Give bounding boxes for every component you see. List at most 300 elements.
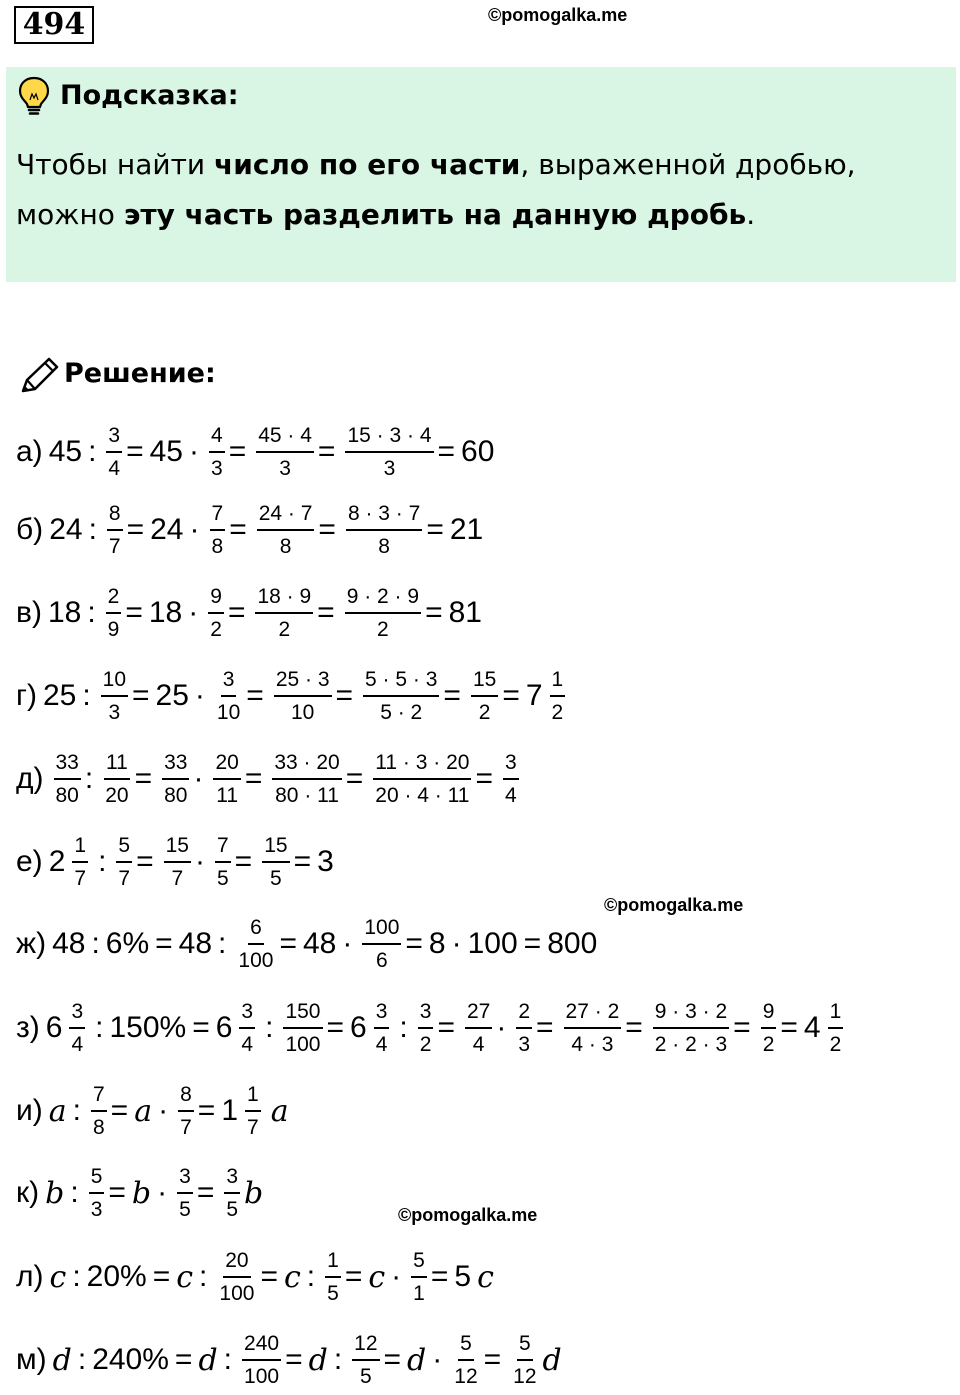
math-token: = bbox=[345, 762, 364, 795]
denominator: 4 · 3 bbox=[571, 1033, 614, 1056]
solution-line bbox=[16, 669, 575, 723]
line-label: е) bbox=[16, 845, 43, 878]
fraction bbox=[262, 835, 289, 889]
math-token: : bbox=[88, 513, 97, 546]
numerator: 33 · 20 bbox=[272, 752, 341, 780]
math-token: = bbox=[125, 596, 143, 629]
denominator: 2 bbox=[478, 701, 491, 724]
math-token: 3 bbox=[317, 845, 334, 878]
fraction bbox=[208, 586, 224, 640]
fraction bbox=[178, 1084, 194, 1138]
numerator: 15 bbox=[471, 669, 498, 697]
numerator: 3 bbox=[503, 752, 519, 780]
fraction bbox=[374, 1001, 390, 1055]
math-token: = bbox=[229, 513, 247, 546]
math-token: = bbox=[228, 435, 247, 468]
math-token: · bbox=[189, 435, 199, 468]
denominator: 4 bbox=[108, 457, 121, 480]
solution-line bbox=[16, 425, 500, 479]
fraction bbox=[256, 425, 314, 479]
math-token: · bbox=[342, 927, 353, 960]
numerator: 5 bbox=[116, 835, 132, 863]
math-token: · bbox=[496, 1011, 507, 1044]
variable: a bbox=[134, 1093, 153, 1129]
line-label: ж) bbox=[16, 927, 47, 960]
math-token: · bbox=[451, 927, 462, 960]
denominator: 4 bbox=[71, 1033, 84, 1056]
whole-part: 1 bbox=[221, 1094, 238, 1127]
denominator: 3 bbox=[90, 1198, 103, 1221]
hint-text: Чтобы найти число по его части, выраженной дробью, можно эту часть разделить на данную дробь. bbox=[16, 148, 856, 231]
math-token: 150% bbox=[109, 1011, 187, 1044]
fraction bbox=[116, 835, 132, 889]
numerator: 3 bbox=[177, 1166, 193, 1194]
math-token: = bbox=[523, 927, 542, 960]
numerator: 27 bbox=[465, 1001, 492, 1029]
fraction bbox=[245, 1084, 261, 1138]
math-token: = bbox=[293, 845, 312, 878]
fraction bbox=[164, 835, 191, 889]
math-token: : bbox=[84, 762, 94, 795]
fraction bbox=[224, 1166, 240, 1220]
denominator: 5 · 2 bbox=[380, 701, 423, 724]
mixed-number bbox=[350, 1001, 393, 1055]
mixed-number bbox=[221, 1084, 264, 1138]
denominator: 10 bbox=[216, 701, 241, 724]
numerator: 9 · 3 · 2 bbox=[653, 1001, 729, 1029]
variable: b bbox=[45, 1175, 65, 1211]
numerator: 3 bbox=[106, 425, 122, 453]
denominator: 2 bbox=[278, 618, 291, 641]
numerator: 6 bbox=[248, 917, 264, 945]
fraction bbox=[411, 1250, 427, 1304]
math-token: 25 bbox=[42, 679, 77, 712]
math-token: = bbox=[317, 596, 335, 629]
fraction bbox=[272, 752, 341, 806]
fraction bbox=[564, 1001, 622, 1055]
whole-part: 2 bbox=[48, 845, 66, 878]
numerator: 7 bbox=[210, 503, 226, 531]
fraction bbox=[345, 425, 433, 479]
solution-line bbox=[16, 1166, 269, 1220]
math-token: = bbox=[246, 679, 264, 712]
fraction bbox=[550, 669, 566, 723]
line-label: а) bbox=[16, 435, 43, 468]
fraction bbox=[511, 1333, 538, 1387]
math-token: 24 bbox=[150, 513, 184, 546]
math-token: 21 bbox=[449, 513, 484, 546]
solution-line bbox=[16, 752, 523, 806]
numerator: 1 bbox=[828, 1001, 844, 1029]
solution-line bbox=[16, 1001, 853, 1055]
math-token: : bbox=[70, 1176, 79, 1209]
numerator: 3 bbox=[418, 1001, 434, 1029]
denominator: 100 bbox=[244, 1365, 280, 1388]
math-token: = bbox=[425, 596, 443, 629]
fraction bbox=[452, 1333, 479, 1387]
math-token: = bbox=[625, 1011, 643, 1044]
fraction bbox=[516, 1001, 532, 1055]
fraction bbox=[209, 425, 225, 479]
solution-line bbox=[16, 586, 488, 640]
math-token: = bbox=[318, 513, 336, 546]
math-token: = bbox=[152, 1260, 171, 1293]
numerator: 240 bbox=[242, 1333, 281, 1361]
math-token: 6% bbox=[105, 927, 150, 960]
variable: c bbox=[477, 1259, 494, 1295]
whole-part: 6 bbox=[350, 1011, 367, 1044]
denominator: 7 bbox=[171, 867, 184, 890]
fraction bbox=[255, 586, 313, 640]
solution-line bbox=[16, 1333, 568, 1387]
math-token: · bbox=[193, 762, 204, 795]
fraction bbox=[257, 503, 315, 557]
whole-part: 6 bbox=[215, 1011, 233, 1044]
lightbulb-icon bbox=[18, 76, 50, 116]
math-token: = bbox=[108, 1176, 126, 1209]
fraction bbox=[761, 1001, 777, 1055]
line-label: к) bbox=[16, 1176, 40, 1209]
fraction bbox=[503, 752, 519, 806]
fraction bbox=[101, 669, 128, 723]
numerator: 45 · 4 bbox=[256, 425, 314, 453]
denominator: 10 bbox=[290, 701, 315, 724]
fraction bbox=[106, 425, 122, 479]
math-token: : bbox=[91, 927, 100, 960]
denominator: 2 bbox=[551, 701, 564, 724]
math-token: = bbox=[196, 1176, 215, 1209]
numerator: 33 bbox=[54, 752, 81, 780]
math-token: = bbox=[344, 1260, 363, 1293]
math-token: = bbox=[134, 762, 153, 795]
whole-part: 4 bbox=[803, 1011, 821, 1044]
line-label: з) bbox=[16, 1011, 40, 1044]
fraction bbox=[325, 1250, 341, 1304]
denominator: 2 bbox=[377, 618, 389, 641]
variable: d bbox=[542, 1342, 562, 1378]
line-label: м) bbox=[16, 1343, 47, 1376]
math-token: = bbox=[244, 762, 263, 795]
denominator: 3 bbox=[211, 457, 223, 480]
math-token: = bbox=[285, 1343, 303, 1376]
math-token: : bbox=[306, 1260, 316, 1293]
denominator: 3 bbox=[108, 701, 121, 724]
math-token: 45 bbox=[149, 435, 183, 468]
solution-line bbox=[16, 835, 340, 889]
denominator: 3 bbox=[383, 457, 396, 480]
variable: a bbox=[48, 1093, 67, 1129]
fraction bbox=[653, 1001, 729, 1055]
math-token: 18 bbox=[47, 596, 82, 629]
watermark-middle: ©pomogalka.me bbox=[604, 895, 744, 915]
denominator: 5 bbox=[226, 1198, 239, 1221]
line-label: г) bbox=[16, 679, 37, 712]
numerator: 9 · 2 · 9 bbox=[345, 586, 421, 614]
fraction bbox=[418, 1001, 434, 1055]
denominator: 80 · 11 bbox=[275, 784, 339, 807]
denominator: 12 bbox=[513, 1365, 537, 1388]
math-token: : bbox=[399, 1011, 408, 1044]
numerator: 25 · 3 bbox=[274, 669, 332, 697]
denominator: 100 bbox=[285, 1033, 321, 1056]
math-token: 800 bbox=[547, 927, 598, 960]
variable: c bbox=[368, 1259, 386, 1295]
variable: c bbox=[283, 1259, 301, 1295]
math-token: 20% bbox=[86, 1260, 147, 1293]
fraction bbox=[363, 669, 439, 723]
numerator: 1 bbox=[325, 1250, 341, 1278]
math-token: 8 bbox=[428, 927, 446, 960]
denominator: 6 bbox=[376, 949, 388, 972]
denominator: 20 · 4 · 11 bbox=[375, 784, 470, 807]
math-token: 81 bbox=[448, 596, 482, 629]
math-token: = bbox=[174, 1343, 193, 1376]
math-token: = bbox=[483, 1343, 502, 1376]
math-token: = bbox=[502, 679, 520, 712]
denominator: 3 bbox=[518, 1033, 531, 1056]
math-token: 60 bbox=[461, 435, 495, 468]
denominator: 2 bbox=[419, 1033, 432, 1056]
variable: c bbox=[49, 1259, 67, 1295]
math-token: : bbox=[333, 1343, 343, 1376]
fraction bbox=[471, 669, 498, 723]
math-token: = bbox=[437, 1011, 455, 1044]
fraction bbox=[162, 752, 189, 806]
fraction bbox=[69, 1001, 85, 1055]
numerator: 15 bbox=[262, 835, 289, 863]
denominator: 100 bbox=[238, 949, 274, 972]
denominator: 9 bbox=[107, 618, 120, 641]
whole-part: 6 bbox=[45, 1011, 63, 1044]
fraction bbox=[236, 917, 275, 971]
fraction bbox=[89, 1166, 105, 1220]
math-token: 48 bbox=[178, 927, 213, 960]
denominator: 1 bbox=[413, 1282, 425, 1305]
math-token: = bbox=[475, 762, 493, 795]
denominator: 80 bbox=[164, 784, 188, 807]
mixed-number bbox=[216, 1001, 259, 1055]
numerator: 10 bbox=[101, 669, 128, 697]
denominator: 20 bbox=[105, 784, 129, 807]
denominator: 80 bbox=[55, 784, 79, 807]
solution-line bbox=[16, 1084, 295, 1138]
line-label: л) bbox=[16, 1260, 44, 1293]
fraction bbox=[345, 586, 421, 640]
math-token: · bbox=[158, 1094, 169, 1127]
denominator: 2 bbox=[829, 1033, 842, 1056]
math-token: = bbox=[383, 1343, 402, 1376]
math-token: = bbox=[227, 596, 246, 629]
denominator: 5 bbox=[270, 867, 282, 890]
watermark-bottom: ©pomogalka.me bbox=[398, 1205, 538, 1225]
numerator: 2 bbox=[516, 1001, 532, 1029]
math-token: · bbox=[157, 1176, 168, 1209]
fraction bbox=[54, 752, 81, 806]
math-token: = bbox=[335, 679, 354, 712]
math-token: : bbox=[98, 845, 107, 878]
numerator: 15 bbox=[164, 835, 191, 863]
math-token: = bbox=[192, 1011, 210, 1044]
denominator: 2 bbox=[762, 1033, 775, 1056]
variable: b bbox=[244, 1175, 264, 1211]
numerator: 33 bbox=[162, 752, 189, 780]
numerator: 11 bbox=[104, 752, 130, 780]
problem-number: 494 bbox=[14, 6, 94, 44]
math-token: · bbox=[391, 1260, 402, 1293]
math-token: : bbox=[88, 435, 97, 468]
math-token: : bbox=[265, 1011, 274, 1044]
fraction bbox=[103, 752, 130, 806]
numerator: 20 bbox=[213, 752, 240, 780]
math-token: = bbox=[326, 1011, 345, 1044]
math-token: 18 bbox=[148, 596, 183, 629]
math-token: = bbox=[430, 1260, 449, 1293]
denominator: 8 bbox=[378, 535, 390, 558]
math-token: · bbox=[432, 1343, 443, 1376]
math-token: 100 bbox=[467, 927, 518, 960]
math-token: : bbox=[199, 1260, 208, 1293]
mixed-number bbox=[804, 1001, 847, 1055]
math-token: : bbox=[72, 1094, 81, 1127]
math-token: = bbox=[437, 435, 456, 468]
math-token: = bbox=[426, 513, 444, 546]
numerator: 1 bbox=[245, 1084, 261, 1112]
line-label: и) bbox=[16, 1094, 43, 1127]
numerator: 8 bbox=[107, 503, 123, 531]
math-token: = bbox=[405, 927, 423, 960]
denominator: 8 bbox=[92, 1116, 105, 1139]
numerator: 24 · 7 bbox=[257, 503, 315, 531]
math-token: = bbox=[136, 845, 154, 878]
line-label: в) bbox=[16, 596, 42, 629]
fraction bbox=[465, 1001, 492, 1055]
numerator: 5 bbox=[517, 1333, 533, 1361]
variable: d bbox=[52, 1342, 72, 1378]
math-token: = bbox=[155, 927, 173, 960]
variable: b bbox=[131, 1175, 152, 1211]
whole-part: 7 bbox=[525, 679, 543, 712]
numerator: 1 bbox=[72, 835, 88, 863]
fraction bbox=[213, 752, 240, 806]
variable: d bbox=[407, 1342, 427, 1378]
numerator: 100 bbox=[362, 917, 401, 945]
numerator: 3 bbox=[374, 1001, 390, 1029]
numerator: 7 bbox=[215, 835, 231, 863]
mixed-number bbox=[49, 835, 92, 889]
line-label: б) bbox=[16, 513, 44, 546]
mixed-number bbox=[526, 669, 569, 723]
math-token: = bbox=[536, 1011, 554, 1044]
fraction bbox=[283, 1001, 322, 1055]
fraction bbox=[106, 586, 122, 640]
math-token: = bbox=[317, 435, 336, 468]
math-token: : bbox=[82, 679, 91, 712]
denominator: 8 bbox=[211, 535, 224, 558]
numerator: 9 bbox=[761, 1001, 777, 1029]
denominator: 5 bbox=[216, 867, 229, 890]
math-token: 5 bbox=[454, 1260, 472, 1293]
math-token: · bbox=[194, 845, 205, 878]
fraction bbox=[239, 1001, 255, 1055]
math-token: : bbox=[95, 1011, 104, 1044]
fraction bbox=[177, 1166, 193, 1220]
pencil-icon bbox=[18, 356, 60, 396]
denominator: 4 bbox=[241, 1033, 254, 1056]
math-token: = bbox=[197, 1094, 216, 1127]
math-token: 240% bbox=[92, 1343, 169, 1376]
numerator: 5 bbox=[458, 1333, 474, 1361]
numerator: 18 · 9 bbox=[255, 586, 313, 614]
numerator: 5 bbox=[411, 1250, 427, 1278]
fraction bbox=[346, 503, 422, 557]
numerator: 5 bbox=[89, 1166, 105, 1194]
math-token: 45 bbox=[48, 435, 83, 468]
numerator: 5 · 5 · 3 bbox=[363, 669, 439, 697]
denominator: 7 bbox=[74, 867, 87, 890]
math-token: = bbox=[110, 1094, 129, 1127]
hint-title: Подсказка: bbox=[60, 80, 239, 111]
math-token: : bbox=[87, 596, 96, 629]
numerator: 20 bbox=[223, 1250, 250, 1278]
math-token: = bbox=[234, 845, 253, 878]
math-token: : bbox=[72, 1260, 81, 1293]
math-token: : bbox=[77, 1343, 87, 1376]
math-token: 48 bbox=[302, 927, 337, 960]
denominator: 7 bbox=[180, 1116, 192, 1139]
solution-line bbox=[16, 917, 603, 971]
denominator: 100 bbox=[219, 1282, 255, 1305]
numerator: 3 bbox=[224, 1166, 240, 1194]
line-label: д) bbox=[16, 762, 44, 795]
fraction bbox=[210, 503, 226, 557]
math-token: = bbox=[126, 513, 145, 546]
variable: c bbox=[176, 1259, 194, 1295]
math-token: = bbox=[733, 1011, 751, 1044]
numerator: 150 bbox=[283, 1001, 322, 1029]
denominator: 2 · 2 · 3 bbox=[654, 1033, 728, 1056]
denominator: 8 bbox=[279, 535, 292, 558]
fraction bbox=[215, 835, 231, 889]
numerator: 8 · 3 · 7 bbox=[346, 503, 422, 531]
math-token: = bbox=[260, 1260, 278, 1293]
math-token: · bbox=[189, 513, 200, 546]
fraction bbox=[352, 1333, 379, 1387]
fraction bbox=[828, 1001, 844, 1055]
numerator: 11 · 3 · 20 bbox=[373, 752, 471, 780]
denominator: 7 bbox=[118, 867, 131, 890]
fraction bbox=[107, 503, 123, 557]
denominator: 2 bbox=[210, 618, 222, 641]
math-token: : bbox=[218, 927, 227, 960]
numerator: 7 bbox=[91, 1084, 107, 1112]
denominator: 7 bbox=[108, 535, 121, 558]
fraction bbox=[72, 835, 88, 889]
fraction bbox=[274, 669, 332, 723]
denominator: 4 bbox=[472, 1033, 485, 1056]
denominator: 5 bbox=[359, 1365, 372, 1388]
numerator: 1 bbox=[550, 669, 566, 697]
math-token: · bbox=[188, 596, 199, 629]
numerator: 3 bbox=[221, 669, 237, 697]
denominator: 7 bbox=[247, 1116, 259, 1139]
math-token: = bbox=[132, 679, 150, 712]
numerator: 15 · 3 · 4 bbox=[345, 425, 433, 453]
variable: d bbox=[308, 1342, 328, 1378]
math-token: = bbox=[443, 679, 461, 712]
fraction bbox=[242, 1333, 281, 1387]
math-token: = bbox=[780, 1011, 798, 1044]
denominator: 5 bbox=[327, 1282, 339, 1305]
